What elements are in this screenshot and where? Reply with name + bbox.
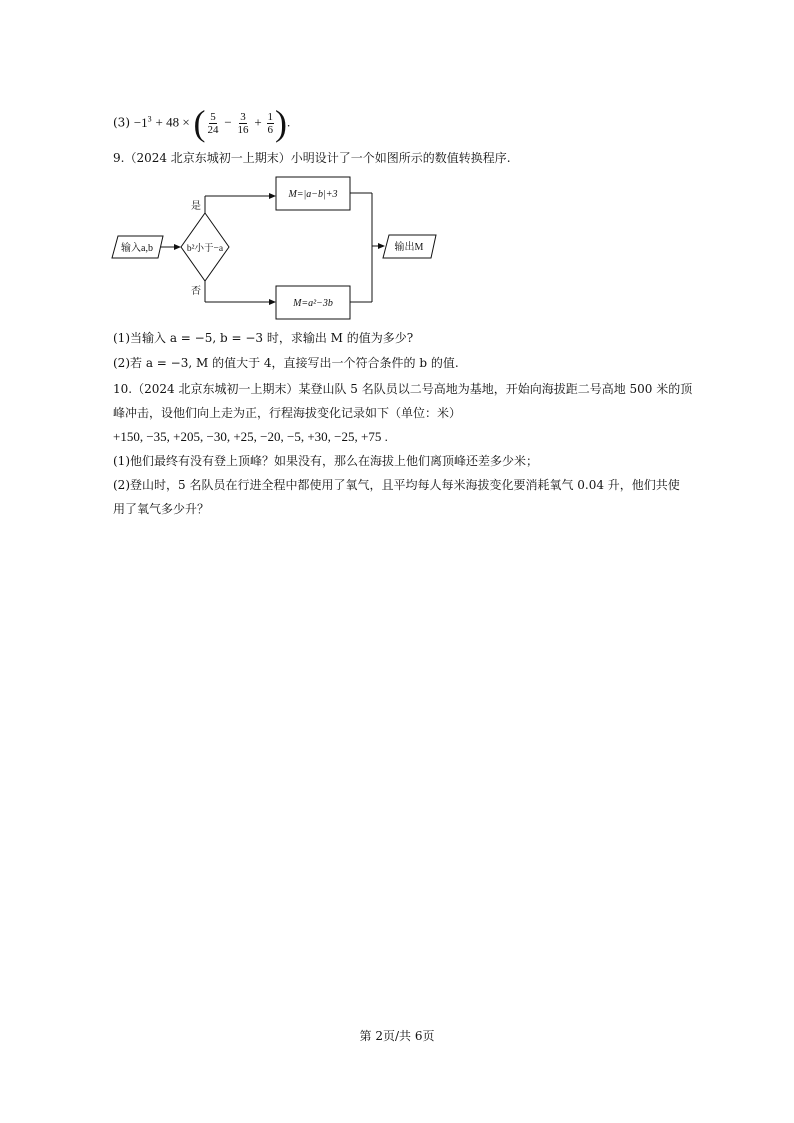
output-label: 输出M <box>394 242 424 253</box>
box-yes <box>276 177 350 210</box>
fraction-1-num: 5 <box>210 110 216 123</box>
q9-sub1: (1)当输入 a = −5, b = −3 时，求输出 M 的值为多少? <box>113 331 414 345</box>
q8-prefix <box>134 115 152 130</box>
q10-sub2-1: (2)登山时，5 名队员在行进全程中都使用了氧气，且平均每人每米海拔变化要消耗氧气 0.04 升，他们共使 <box>113 478 680 492</box>
q9-sub2: (2)若 a = −3, M 的值大于 4，直接写出一个符合条件的 b 的值. <box>113 356 459 370</box>
left-paren: ( <box>193 103 206 143</box>
fraction-3-den: 6 <box>267 123 273 136</box>
box-yes-label: M=|a−b|+3 <box>288 189 338 200</box>
input-label: 输入a,b <box>121 243 153 254</box>
q10-sub1: (1)他们最终有没有登上顶峰？如果没有，那么在海拔上他们离顶峰还差多少米； <box>113 454 539 468</box>
fraction-1-den: 24 <box>207 123 219 136</box>
q9-title: 9.（2024 北京东城初一上期末）小明设计了一个如图所示的数值转换程序. <box>113 151 511 165</box>
op-minus: − <box>224 114 232 130</box>
yes-label: 是 <box>191 201 201 212</box>
fraction-2 <box>237 111 250 136</box>
arrowhead-no <box>269 299 276 305</box>
output-parallelogram <box>383 235 436 258</box>
box-no <box>276 286 350 319</box>
no-label: 否 <box>191 286 201 297</box>
q10-title-1: 10.（2024 北京东城初一上期末）某登山队 5 名队员以二号高地为基地，开始向海拔距二号高地 500 米的顶 <box>113 382 693 396</box>
q10-sub2-2: 用了氧气多少升？ <box>113 502 210 516</box>
q8-times: + 48 × <box>155 114 190 130</box>
condition-label: b²小于−a <box>186 244 224 254</box>
fraction-1 <box>207 111 220 136</box>
condition-diamond <box>181 213 229 281</box>
box-no-label: M=a²−3b <box>293 298 333 309</box>
arrowhead-output <box>378 243 385 249</box>
fraction-2-num: 3 <box>240 110 246 123</box>
q10-title-2: 峰冲击，设他们向上走为正，行程海拔变化记录如下（单位：米） <box>113 406 462 420</box>
q8-prefix-base: −1 <box>133 114 148 130</box>
q10-records: +150, −35, +205, −30, +25, −20, −5, +30, −25, +75 . <box>113 429 388 444</box>
fraction-3 <box>267 111 275 136</box>
q8-part3-expression <box>113 103 291 143</box>
q8-end: . <box>287 114 291 130</box>
fraction-3-num: 1 <box>267 110 273 123</box>
fraction-2-den: 16 <box>237 123 249 136</box>
right-paren: ) <box>275 103 287 143</box>
q8-exponent: 3 <box>147 114 152 124</box>
input-parallelogram <box>112 236 163 258</box>
arrowhead-yes <box>269 193 276 199</box>
op-plus: + <box>254 114 262 130</box>
arrowhead-input <box>174 244 181 250</box>
q8-part3-label: (3) <box>113 115 130 130</box>
page-footer: 第 2页/共 6页 <box>359 1029 435 1043</box>
